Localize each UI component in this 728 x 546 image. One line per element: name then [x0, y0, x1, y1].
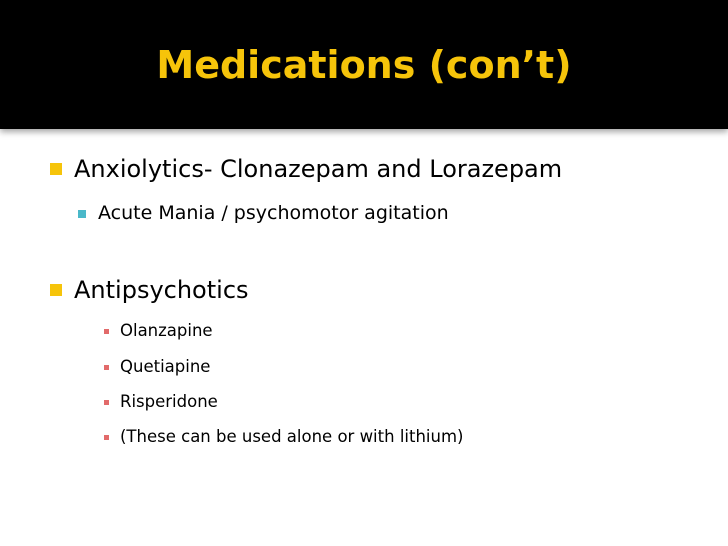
bullet-anxiolytics: Anxiolytics- Clonazepam and Lorazepam — [74, 155, 563, 183]
slide-title: Medications (con’t) — [156, 43, 572, 87]
level3-square-bullet-icon — [104, 400, 109, 405]
level3-square-bullet-icon — [104, 435, 109, 440]
level3-square-bullet-icon — [104, 329, 109, 334]
level1-square-bullet-icon — [50, 284, 62, 296]
bullet-olanzapine: Olanzapine — [120, 321, 213, 340]
title-band — [0, 0, 728, 129]
bullet-quetiapine: Quetiapine — [120, 357, 211, 376]
level1-square-bullet-icon — [50, 163, 62, 175]
bullet-lithium-note: (These can be used alone or with lithium) — [120, 427, 464, 446]
bullet-risperidone: Risperidone — [120, 392, 218, 411]
level2-square-bullet-icon — [78, 210, 86, 218]
level3-square-bullet-icon — [104, 365, 109, 370]
bullet-acute-mania: Acute Mania / psychomotor agitation — [98, 202, 449, 224]
bullet-antipsychotics: Antipsychotics — [74, 276, 249, 304]
